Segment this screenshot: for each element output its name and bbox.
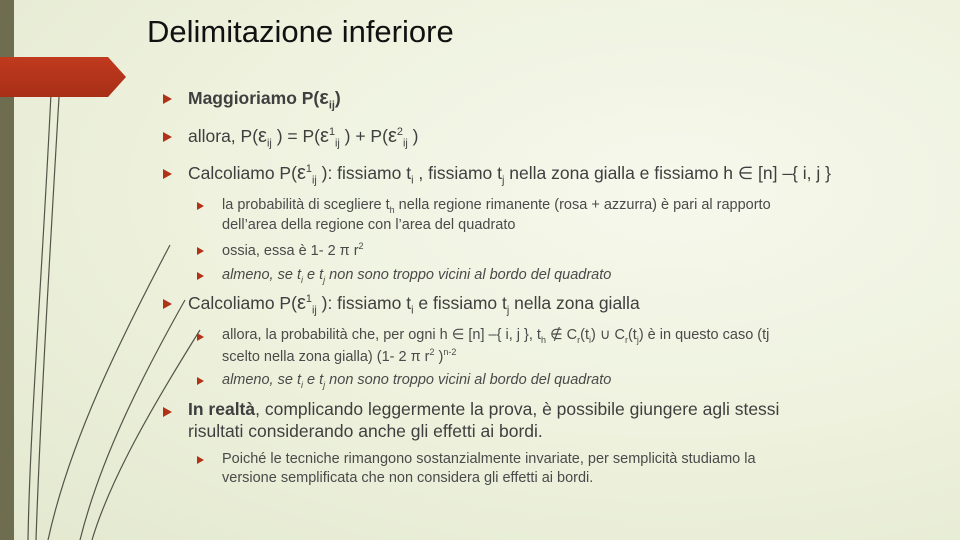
deco-line xyxy=(36,80,60,540)
bullet-arrow-icon xyxy=(163,132,172,142)
bullet-calcoliamo-1: Calcoliamo $P(\varepsilon^1_{ij}$ ): fissiamo $t_i$ , fissiamo $t_j$ nella zona gialla e fissiamo h ∈ [n] –{ i, j } xyxy=(160,161,900,188)
sub-bullet-probabilita: la probabilità di scegliere $t_h$ nella regione rimanente (rosa + azzurra) è pari al rapporto dell’area della regione con l’area del quadrato xyxy=(160,196,900,234)
bullet-arrow-icon xyxy=(197,272,204,280)
bullet-arrow-icon xyxy=(197,202,204,210)
title-accent-tab xyxy=(0,57,126,97)
bullet-in-realta: In realtà, complicando leggermente la prova, è possibile giungere agli stessi risultati considerando anche gli effetti ai bordi. xyxy=(160,399,900,443)
slide-body xyxy=(160,86,900,487)
bullet-arrow-icon xyxy=(163,407,172,417)
bullet-arrow-icon xyxy=(197,377,204,385)
sub-bullet-allora-probabilita: allora, la probabilità che, per ogni h ∈ [n] –{ i, j }, $t_h$ ∉ $C_r(t_i)$ ∪ $C_r(t_j)$ è in questo caso (tj scelto nella zona gialla) (1- 2 π $r^2$ )$^{n-2}$ xyxy=(160,326,900,365)
slide-title: Delimitazione inferiore xyxy=(147,14,454,49)
sub-bullet-ossia: ossia, essa è 1- 2 π $r^2$ xyxy=(160,241,900,260)
sub-bullet-almeno-2: almeno, se $t_i$ e $t_j$ non sono troppo vicini al bordo del quadrato xyxy=(160,371,900,391)
bullet-arrow-icon xyxy=(197,456,204,464)
bullet-arrow-icon xyxy=(163,299,172,309)
bullet-arrow-icon xyxy=(163,94,172,104)
deco-line xyxy=(48,245,170,540)
bullet-arrow-icon xyxy=(197,333,204,341)
deco-line xyxy=(28,72,52,540)
bullet-allora: allora, $P(\varepsilon_{ij}$ ) = $P(\varepsilon^1_{ij}$ ) + $P(\varepsilon^2_{ij}$ ) xyxy=(160,124,900,151)
sub-bullet-almeno-1: almeno, se $t_i$ e $t_j$ non sono troppo vicini al bordo del quadrato xyxy=(160,266,900,286)
bullet-arrow-icon xyxy=(163,169,172,179)
bullet-calcoliamo-2: Calcoliamo $P(\varepsilon^1_{ij}$ ): fissiamo $t_i$ e fissiamo $t_j$ nella zona gialla xyxy=(160,291,900,318)
bullet-maggioriamo: Maggioriamo $P(\varepsilon_{ij})$ xyxy=(160,86,900,113)
sub-bullet-poiche: Poiché le tecniche rimangono sostanzialmente invariate, per semplicità studiamo la versione semplificata che non considera gli effetti ai bordi. xyxy=(160,450,900,486)
bullet-arrow-icon xyxy=(197,247,204,255)
